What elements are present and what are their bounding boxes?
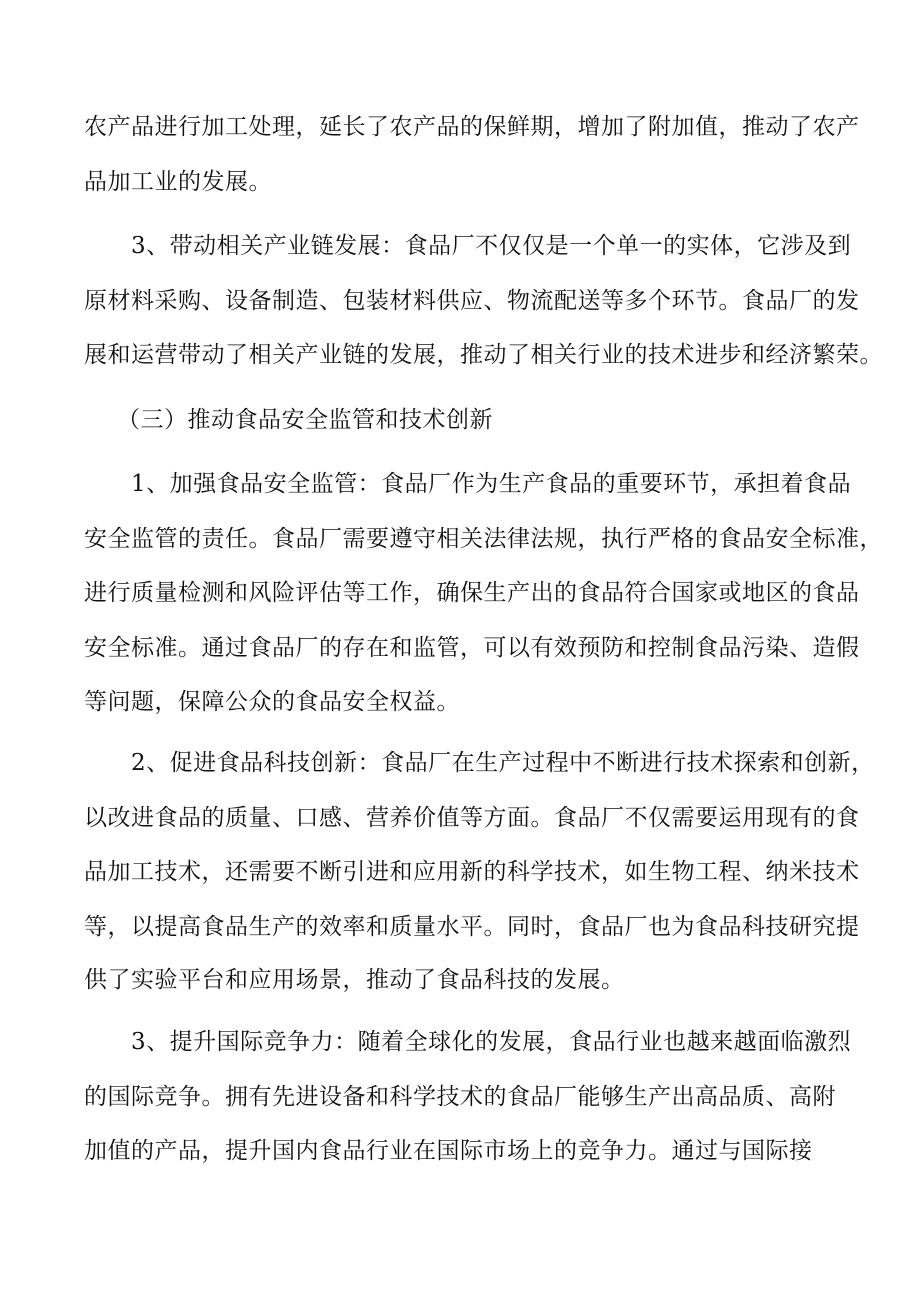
text-line: 品加工业的发展。 — [84, 169, 272, 195]
text-line: 供了实验平台和应用场景，推动了食品科技的发展。 — [84, 967, 625, 993]
text-line: 的国际竞争。拥有先进设备和科学技术的食品厂能够生产出高品质、高附 — [84, 1084, 836, 1110]
text-line: 展和运营带动了相关产业链的发展，推动了相关行业的技术进步和经济繁荣。 — [84, 342, 883, 368]
text-line: 安全标准。通过食品厂的存在和监管，可以有效预防和控制食品污染、造假 — [84, 635, 860, 661]
text-line: 农产品进行加工处理，延长了农产品的保鲜期，增加了附加值，推动了农产 — [84, 114, 860, 140]
text-line: 2、促进食品科技创新：食品厂在生产过程中不断进行技术探索和创新， — [131, 750, 875, 776]
section-heading: （三）推动食品安全监管和技术创新 — [117, 407, 493, 433]
text-line: 等问题，保障公众的食品安全权益。 — [84, 689, 460, 715]
text-line: 原材料采购、设备制造、包装材料供应、物流配送等多个环节。食品厂的发 — [84, 288, 860, 314]
text-line: 进行质量检测和风险评估等工作，确保生产出的食品符合国家或地区的食品 — [84, 580, 860, 606]
text-line: 加值的产品，提升国内食品行业在国际市场上的竞争力。通过与国际接 — [84, 1138, 813, 1164]
text-line: 安全监管的责任。食品厂需要遵守相关法律法规，执行严格的食品安全标准， — [84, 526, 883, 552]
text-line: 3、带动相关产业链发展：食品厂不仅仅是一个单一的实体，它涉及到 — [131, 233, 852, 259]
text-line: 1、加强食品安全监管：食品厂作为生产食品的重要环节，承担着食品 — [131, 471, 852, 497]
text-line: 品加工技术，还需要不断引进和应用新的科学技术，如生物工程、纳米技术 — [84, 859, 860, 885]
text-line: 3、提升国际竞争力：随着全球化的发展，食品行业也越来越面临激烈 — [131, 1029, 852, 1055]
text-line: 等，以提高食品生产的效率和质量水平。同时，食品厂也为食品科技研究提 — [84, 914, 860, 940]
text-line: 以改进食品的质量、口感、营养价值等方面。食品厂不仅需要运用现有的食 — [84, 805, 860, 831]
